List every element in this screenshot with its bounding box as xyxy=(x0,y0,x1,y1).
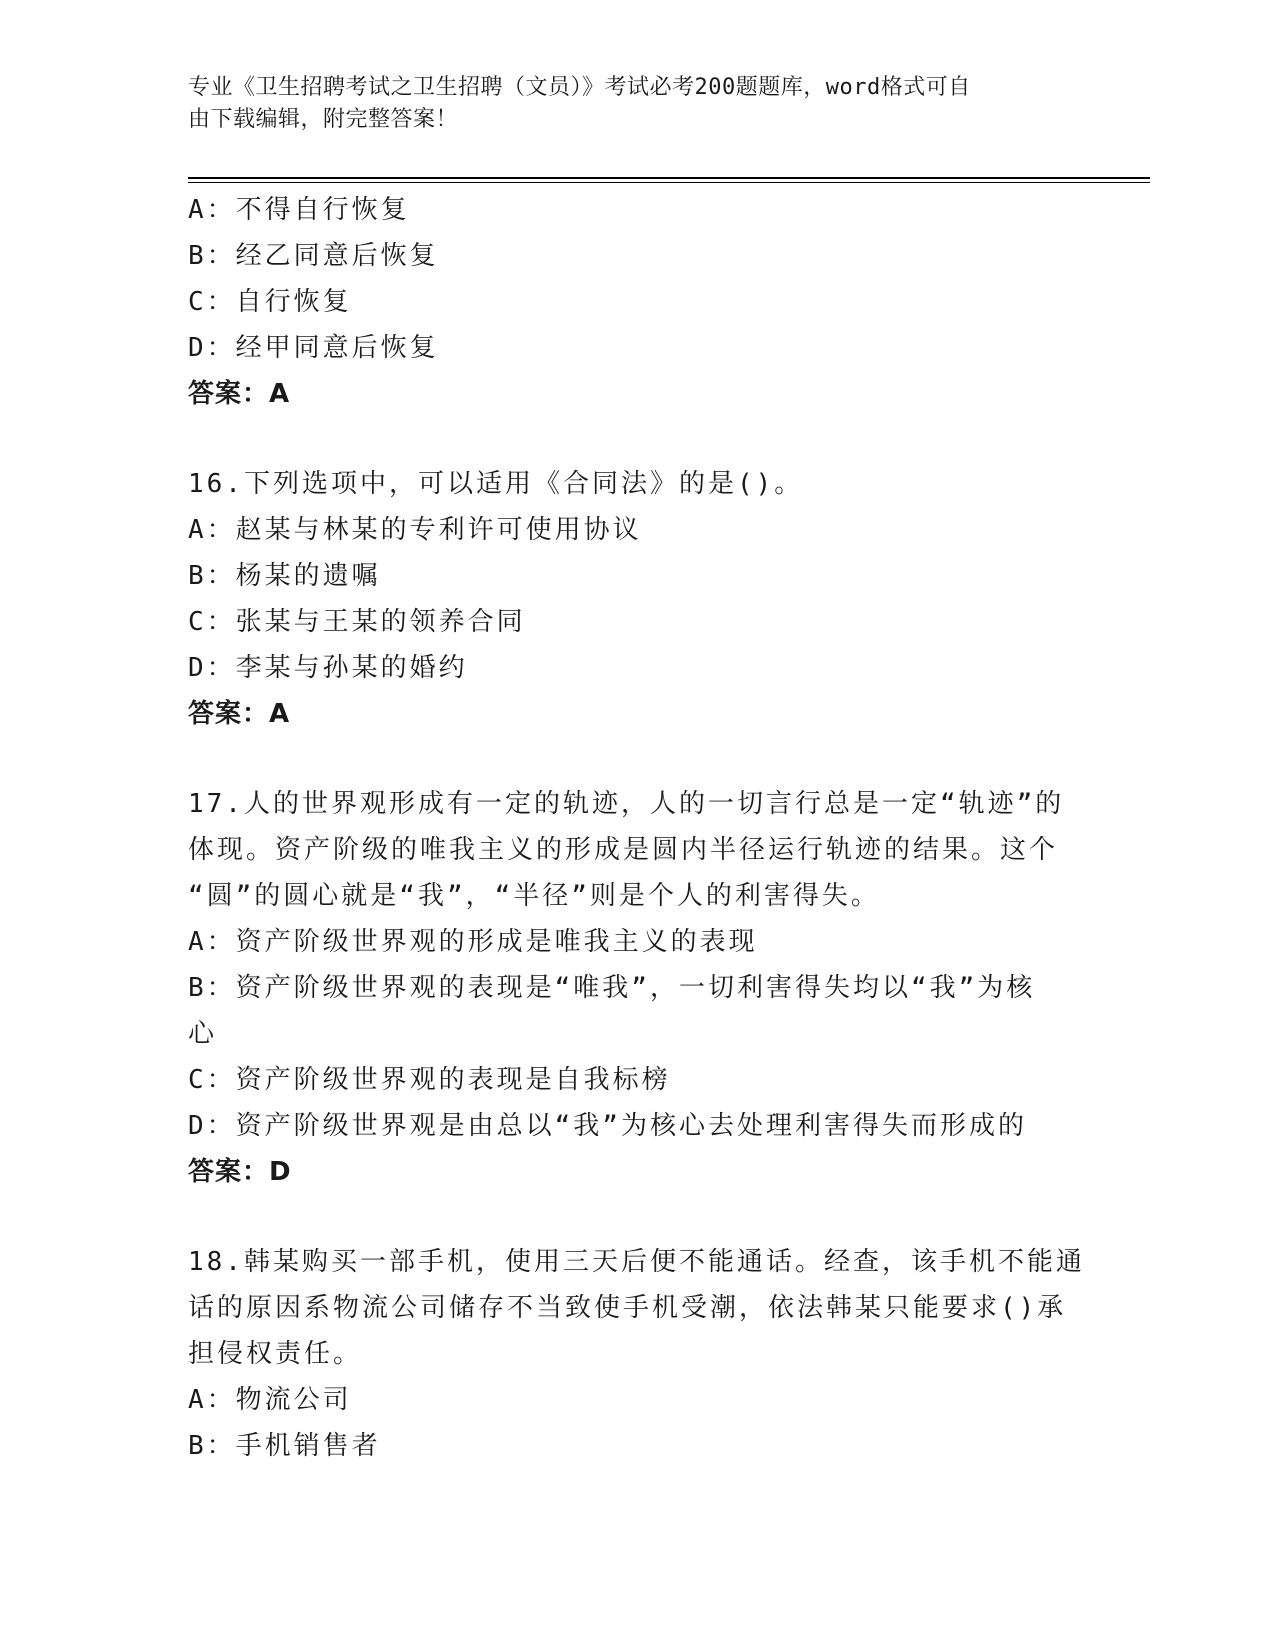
question-block xyxy=(188,461,1088,737)
option-d: D：经甲同意后恢复 xyxy=(188,333,439,363)
header-rule-thick xyxy=(188,177,1150,179)
header-line: 由下载编辑，附完整答案！ xyxy=(188,107,459,132)
question-block xyxy=(188,781,1088,1195)
option-a: A：不得自行恢复 xyxy=(188,195,410,225)
question-text: 担侵权责任。 xyxy=(188,1339,363,1369)
option-a: A：赵某与林某的专利许可使用协议 xyxy=(188,515,642,545)
option-b: B：杨某的遗嘱 xyxy=(188,561,381,591)
question-block xyxy=(188,187,1088,417)
question-content xyxy=(188,187,1088,1469)
question-text: 16.下列选项中，可以适用《合同法》的是()。 xyxy=(188,469,804,499)
option-a: A：物流公司 xyxy=(188,1385,352,1415)
option-b: B：资产阶级世界观的表现是“唯我”，一切利害得失均以“我”为核 xyxy=(188,973,1036,1003)
header-line: 专业《卫生招聘考试之卫生招聘（文员）》考试必考200题题库，word格式可自 xyxy=(188,75,971,100)
header-rule-thin xyxy=(188,182,1150,183)
question-text: “圆”的圆心就是“我”，“半径”则是个人的利害得失。 xyxy=(188,881,880,911)
option-b-continued: 心 xyxy=(188,1019,218,1049)
question-text: 18.韩某购买一部手机，使用三天后便不能通话。经查，该手机不能通 xyxy=(188,1247,1085,1277)
answer-line: 答案：A xyxy=(188,379,291,409)
option-d: D：资产阶级世界观是由总以“我”为核心去处理利害得失而形成的 xyxy=(188,1111,1027,1141)
option-d: D：李某与孙某的婚约 xyxy=(188,653,468,683)
question-text: 话的原因系物流公司储存不当致使手机受潮，依法韩某只能要求()承 xyxy=(188,1293,1067,1323)
option-a: A：资产阶级世界观的形成是唯我主义的表现 xyxy=(188,927,758,957)
option-c: C：资产阶级世界观的表现是自我标榜 xyxy=(188,1065,671,1095)
answer-line: 答案：A xyxy=(188,699,291,729)
answer-line: 答案：D xyxy=(188,1157,292,1187)
option-b: B：手机销售者 xyxy=(188,1431,381,1461)
question-block xyxy=(188,1239,1088,1469)
question-text: 体现。资产阶级的唯我主义的形成是圆内半径运行轨迹的结果。这个 xyxy=(188,835,1059,865)
option-b: B：经乙同意后恢复 xyxy=(188,241,439,271)
option-c: C：自行恢复 xyxy=(188,287,352,317)
page-header xyxy=(188,72,1088,136)
question-text: 17.人的世界观形成有一定的轨迹，人的一切言行总是一定“轨迹”的 xyxy=(188,789,1065,819)
option-c: C：张某与王某的领养合同 xyxy=(188,607,526,637)
